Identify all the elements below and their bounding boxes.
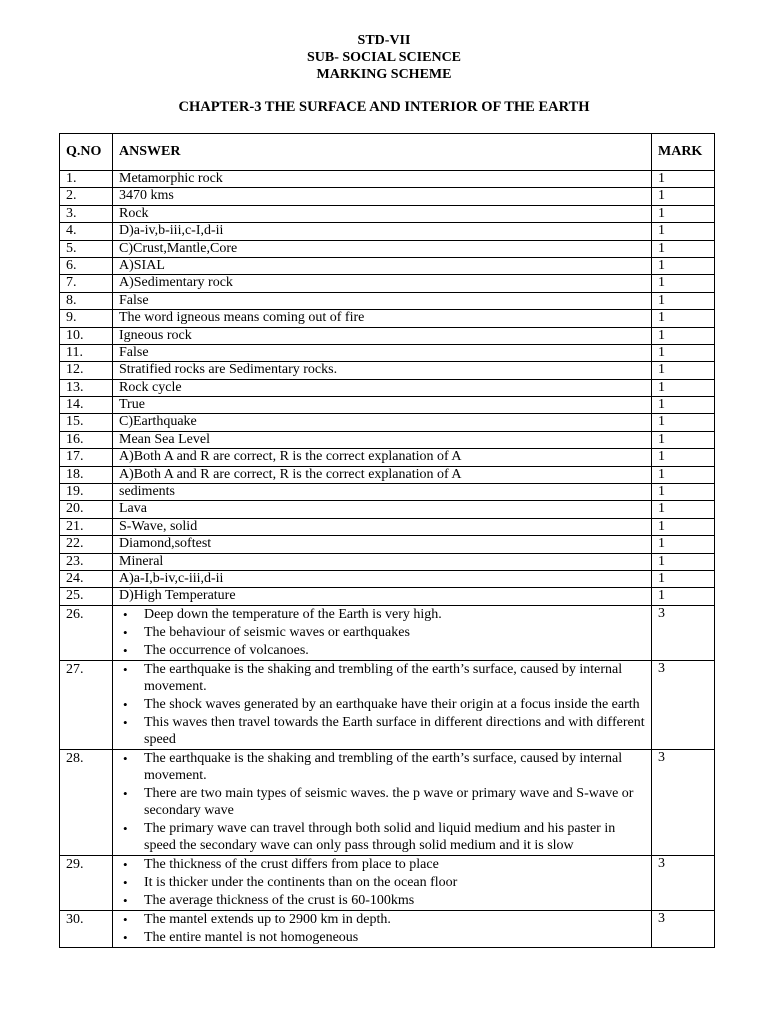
answer-cell: True: [113, 397, 652, 414]
answer-cell: Mineral: [113, 553, 652, 570]
table-row: [60, 292, 715, 309]
answer-points-list: [119, 606, 645, 659]
table-row: [60, 501, 715, 518]
answer-cell: Rock: [113, 205, 652, 222]
answer-point: • There are two main types of seismic waves. the p wave or primary wave and S-wave or secondary wave: [144, 785, 645, 819]
table-row: [60, 275, 715, 292]
answer-cell: False: [113, 344, 652, 361]
mark-cell: 1: [652, 449, 715, 466]
answer-point: • The earthquake is the shaking and trembling of the earth’s surface, caused by internal movement.: [144, 661, 645, 695]
answer-point: • It is thicker under the continents than on the ocean floor: [144, 874, 645, 891]
answer-cell: Diamond,softest: [113, 536, 652, 553]
qno-cell: 15.: [60, 414, 113, 431]
qno-cell: 3.: [60, 205, 113, 222]
table-row: [60, 240, 715, 257]
table-header-row: [60, 134, 715, 171]
mark-cell: 1: [652, 188, 715, 205]
answer-cell: 3470 kms: [113, 188, 652, 205]
qno-cell: 14.: [60, 397, 113, 414]
mark-cell: 1: [652, 344, 715, 361]
mark-header: MARK: [652, 134, 715, 171]
qno-cell: 4.: [60, 223, 113, 240]
answer-points-list: [119, 911, 645, 946]
qno-cell: 8.: [60, 292, 113, 309]
answer-cell: Stratified rocks are Sedimentary rocks.: [113, 362, 652, 379]
qno-cell: 20.: [60, 501, 113, 518]
table-row: [60, 484, 715, 501]
table-row: [60, 171, 715, 188]
answer-point: • The average thickness of the crust is 60-100kms: [144, 892, 645, 909]
qno-cell: 2.: [60, 188, 113, 205]
answer-cell: Mean Sea Level: [113, 431, 652, 448]
answer-point: • The entire mantel is not homogeneous: [144, 929, 645, 946]
mark-cell: 1: [652, 553, 715, 570]
qno-cell: 24.: [60, 570, 113, 587]
answer-cell: A)Sedimentary rock: [113, 275, 652, 292]
table-row: [60, 327, 715, 344]
mark-cell: 1: [652, 588, 715, 605]
answer-points-list: [119, 856, 645, 909]
answer-cell: Lava: [113, 501, 652, 518]
qno-cell: 1.: [60, 171, 113, 188]
answer-points-list: [119, 750, 645, 854]
table-row: [60, 379, 715, 396]
qno-cell: 23.: [60, 553, 113, 570]
answer-point: • The mantel extends up to 2900 km in depth.: [144, 911, 645, 928]
answer-point: • The shock waves generated by an earthquake have their origin at a focus inside the earth: [144, 696, 645, 713]
qno-cell: 19.: [60, 484, 113, 501]
qno-cell: 16.: [60, 431, 113, 448]
class-heading: STD-VII: [357, 33, 411, 48]
mark-cell: 1: [652, 501, 715, 518]
table-row: [60, 310, 715, 327]
table-row: [60, 431, 715, 448]
answer-cell: Rock cycle: [113, 379, 652, 396]
table-row: [60, 223, 715, 240]
mark-cell: 1: [652, 257, 715, 274]
answer-cell: D)a-iv,b-iii,c-I,d-ii: [113, 223, 652, 240]
table-row: [60, 855, 715, 910]
answer-point: • The primary wave can travel through both solid and liquid medium and his paster in speed the secondary wave can only pass through solid medium and it is slow: [144, 820, 645, 854]
table-row: [60, 910, 715, 947]
qno-header: Q.NO: [60, 134, 113, 171]
answer-cell: Igneous rock: [113, 327, 652, 344]
table-row: [60, 466, 715, 483]
table-row: [60, 397, 715, 414]
qno-cell: 5.: [60, 240, 113, 257]
table-row: [60, 553, 715, 570]
qno-cell: 13.: [60, 379, 113, 396]
answer-cell: C)Crust,Mantle,Core: [113, 240, 652, 257]
answer-cell: A)Both A and R are correct, R is the correct explanation of A: [113, 449, 652, 466]
table-row: [60, 344, 715, 361]
answer-cell: D)High Temperature: [113, 588, 652, 605]
qno-cell: 25.: [60, 588, 113, 605]
mark-cell: 1: [652, 536, 715, 553]
mark-cell: 1: [652, 310, 715, 327]
table-row: [60, 257, 715, 274]
answer-cell: [113, 605, 652, 660]
answer-cell: The word igneous means coming out of fire: [113, 310, 652, 327]
marking-scheme-table: [59, 133, 715, 948]
table-row: [60, 188, 715, 205]
answer-points-list: [119, 661, 645, 748]
mark-cell: 3: [652, 749, 715, 855]
answer-cell: S-Wave, solid: [113, 518, 652, 535]
mark-cell: 1: [652, 466, 715, 483]
qno-cell: 9.: [60, 310, 113, 327]
table-row: [60, 362, 715, 379]
table-row: [60, 536, 715, 553]
qno-cell: 18.: [60, 466, 113, 483]
document-title: MARKING SCHEME: [316, 67, 452, 82]
qno-cell: 21.: [60, 518, 113, 535]
subject-heading: SUB- SOCIAL SCIENCE: [306, 50, 462, 65]
mark-cell: 1: [652, 570, 715, 587]
qno-cell: 7.: [60, 275, 113, 292]
qno-cell: 11.: [60, 344, 113, 361]
qno-cell: 30.: [60, 910, 113, 947]
answer-cell: [113, 660, 652, 749]
answer-cell: A)a-I,b-iv,c-iii,d-ii: [113, 570, 652, 587]
mark-cell: 1: [652, 431, 715, 448]
answer-cell: [113, 855, 652, 910]
table-row: [60, 605, 715, 660]
answer-header: ANSWER: [113, 134, 652, 171]
qno-cell: 12.: [60, 362, 113, 379]
mark-cell: 1: [652, 397, 715, 414]
qno-cell: 29.: [60, 855, 113, 910]
answer-point: • Deep down the temperature of the Earth is very high.: [144, 606, 645, 623]
answer-cell: [113, 910, 652, 947]
mark-cell: 1: [652, 379, 715, 396]
table-row: [60, 588, 715, 605]
qno-cell: 27.: [60, 660, 113, 749]
table-row: [60, 570, 715, 587]
answer-cell: A)Both A and R are correct, R is the correct explanation of A: [113, 466, 652, 483]
qno-cell: 6.: [60, 257, 113, 274]
mark-cell: 1: [652, 171, 715, 188]
table-row: [60, 518, 715, 535]
qno-cell: 28.: [60, 749, 113, 855]
answer-cell: sediments: [113, 484, 652, 501]
mark-cell: 1: [652, 275, 715, 292]
mark-cell: 3: [652, 660, 715, 749]
answer-cell: Metamorphic rock: [113, 171, 652, 188]
mark-cell: 1: [652, 223, 715, 240]
mark-cell: 1: [652, 205, 715, 222]
mark-cell: 1: [652, 414, 715, 431]
mark-cell: 3: [652, 605, 715, 660]
answer-point: • The thickness of the crust differs from place to place: [144, 856, 645, 873]
mark-cell: 1: [652, 292, 715, 309]
mark-cell: 1: [652, 240, 715, 257]
mark-cell: 1: [652, 484, 715, 501]
answer-cell: [113, 749, 652, 855]
mark-cell: 1: [652, 362, 715, 379]
answer-point: • The earthquake is the shaking and trembling of the earth’s surface, caused by internal movement.: [144, 750, 645, 784]
table-row: [60, 749, 715, 855]
chapter-title: CHAPTER-3 THE SURFACE AND INTERIOR OF THE EARTH: [178, 99, 590, 115]
mark-cell: 3: [652, 855, 715, 910]
answer-cell: C)Earthquake: [113, 414, 652, 431]
answer-cell: False: [113, 292, 652, 309]
answer-point: • This waves then travel towards the Earth surface in different directions and with different speed: [144, 714, 645, 748]
qno-cell: 10.: [60, 327, 113, 344]
qno-cell: 17.: [60, 449, 113, 466]
table-row: [60, 414, 715, 431]
answer-point: • The occurrence of volcanoes.: [144, 642, 645, 659]
table-row: [60, 205, 715, 222]
qno-cell: 22.: [60, 536, 113, 553]
mark-cell: 3: [652, 910, 715, 947]
table-row: [60, 449, 715, 466]
mark-cell: 1: [652, 518, 715, 535]
mark-cell: 1: [652, 327, 715, 344]
qno-cell: 26.: [60, 605, 113, 660]
answer-cell: A)SIAL: [113, 257, 652, 274]
answer-point: • The behaviour of seismic waves or earthquakes: [144, 624, 645, 641]
table-row: [60, 660, 715, 749]
